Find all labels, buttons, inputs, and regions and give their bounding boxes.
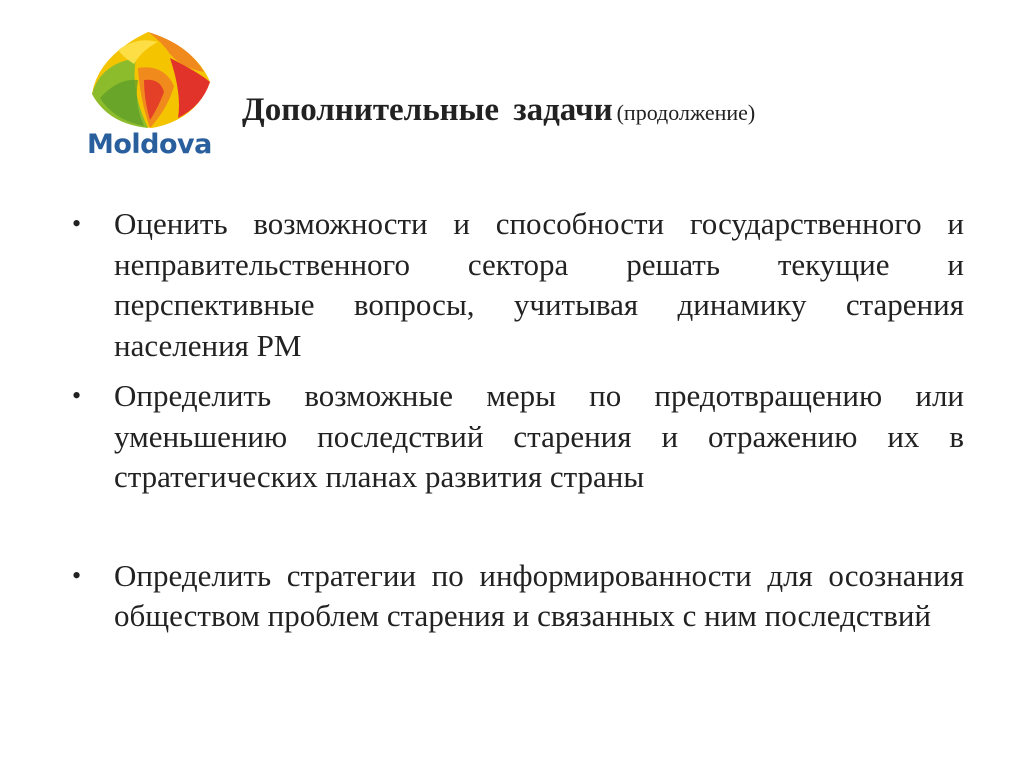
moldova-logo [78,28,218,168]
list-item [72,204,964,366]
bullet-text: Определить возможные меры по предотвращению или уменьшению последствий старения и отражению их в стратегических планах развития страны [114,378,964,494]
title-main: Дополнительные задачи [242,92,613,128]
logo-wordmark: Moldova [87,129,212,160]
page-title [242,94,755,127]
list-item [72,556,964,637]
bullet-text: Оценить возможности и способности государственного и неправительственного сектора решать текущие и перспективные вопросы, учитывая динамику старения населения РМ [114,206,964,363]
title-sub: (продолжение) [616,100,756,125]
bullet-icon: • [72,560,82,590]
bullet-icon: • [72,209,82,238]
bullet-list [72,204,964,637]
bullet-text: Определить стратегии по информированности для осознания обществом проблем старения и связанных с ним последствий [114,557,964,633]
list-item [72,376,964,498]
bullet-icon: • [72,381,82,410]
logo-emblem-icon [78,28,218,133]
